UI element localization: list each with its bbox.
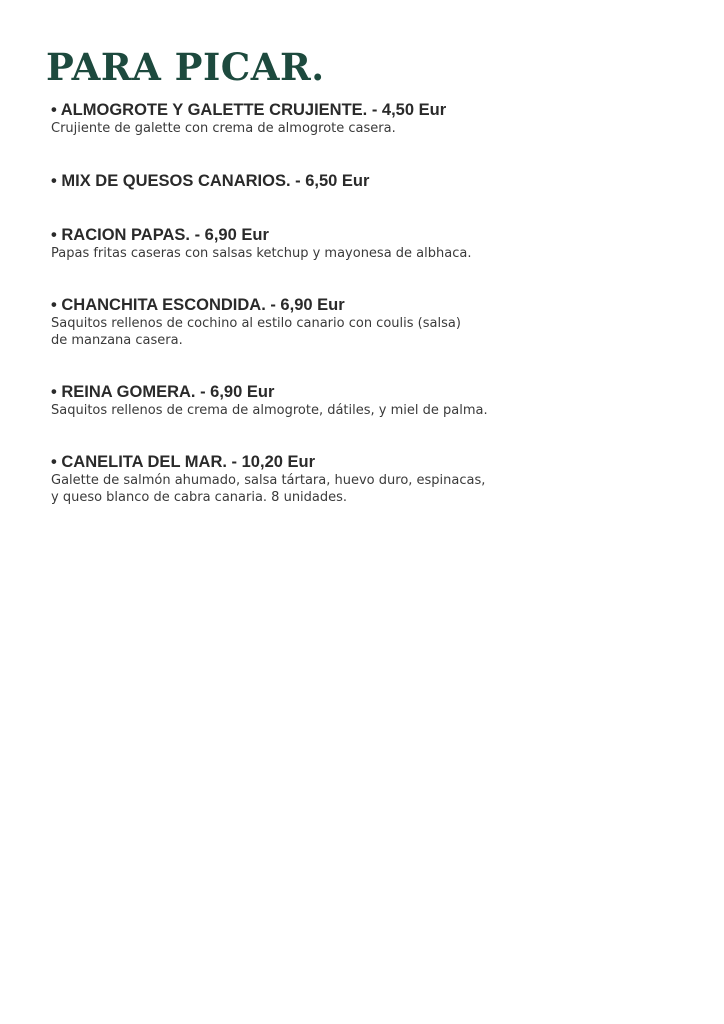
menu-item-mix-quesos xyxy=(51,172,671,191)
menu-item-reina-gomera xyxy=(51,383,671,419)
item-description xyxy=(51,472,671,506)
item-name: • CHANCHITA ESCONDIDA. - 6,90 Eur xyxy=(51,296,345,314)
item-description xyxy=(51,315,671,349)
menu-item-almogrote-galette xyxy=(51,101,671,137)
item-description-line: Papas fritas caseras con salsas ketchup y mayonesa de albhaca. xyxy=(51,246,472,261)
item-description-line: Crujiente de galette con crema de almogrote casera. xyxy=(51,121,396,136)
item-name: • MIX DE QUESOS CANARIOS. - 6,50 Eur xyxy=(51,172,370,190)
item-name: • RACION PAPAS. - 6,90 Eur xyxy=(51,226,269,244)
item-description-line: Saquitos rellenos de cochino al estilo canario con coulis (salsa) xyxy=(51,316,461,331)
item-description-line: y queso blanco de cabra canaria. 8 unidades. xyxy=(51,490,348,505)
menu-item-canelita-del-mar xyxy=(51,453,671,506)
menu-item-racion-papas xyxy=(51,226,671,262)
item-description-line: Galette de salmón ahumado, salsa tártara, huevo duro, espinacas, xyxy=(51,473,486,488)
item-description xyxy=(51,120,671,137)
page-title: PARA PICAR. xyxy=(46,45,325,89)
item-name: • REINA GOMERA. - 6,90 Eur xyxy=(51,383,275,401)
item-description-line: de manzana casera. xyxy=(51,333,183,348)
item-name: • CANELITA DEL MAR. - 10,20 Eur xyxy=(51,453,316,471)
item-description xyxy=(51,245,671,262)
item-name: • ALMOGROTE Y GALETTE CRUJIENTE. - 4,50 Eur xyxy=(51,101,447,119)
item-description-line: Saquitos rellenos de crema de almogrote, dátiles, y miel de palma. xyxy=(51,403,488,418)
menu-item-chanchita-escondida xyxy=(51,296,671,349)
item-description xyxy=(51,402,671,419)
